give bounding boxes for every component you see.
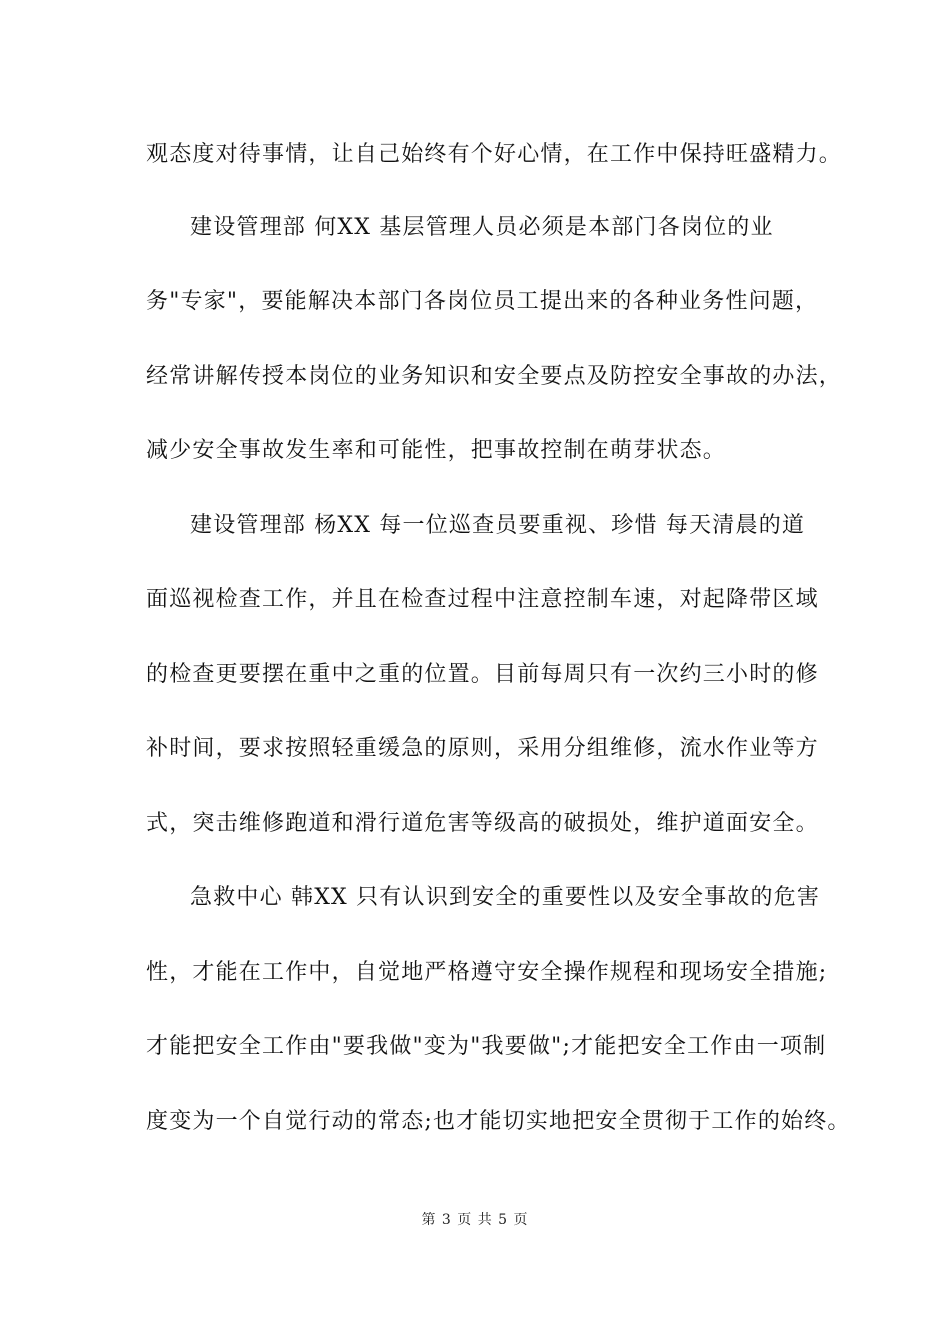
text-line: 减少安全事故发生率和可能性，把事故控制在萌芽状态。 [146, 438, 727, 463]
paragraph-start-line: 急救中心 韩XX 只有认识到安全的重要性以及安全事故的危害 [190, 885, 821, 910]
text-line: 性，才能在工作中，自觉地严格遵守安全操作规程和现场安全措施; [146, 960, 828, 985]
text-line: 度变为一个自觉行动的常态;也才能切实地把安全贯彻于工作的始终。 [146, 1109, 851, 1134]
page-number-footer: 第 3 页 共 5 页 [421, 1212, 529, 1228]
text-line: 面巡视检查工作，并且在检查过程中注意控制车速，对起降带区域 [146, 587, 819, 612]
text-line: 务"专家"，要能解决本部门各岗位员工提出来的各种业务性问题， [146, 289, 819, 314]
text-line: 的检查更要摆在重中之重的位置。目前每周只有一次约三小时的修 [146, 662, 819, 687]
text-line: 观态度对待事情，让自己始终有个好心情，在工作中保持旺盛精力。 [146, 142, 843, 167]
text-line: 补时间，要求按照轻重缓急的原则，采用分组维修，流水作业等方 [146, 736, 819, 761]
text-line: 才能把安全工作由"要我做"变为"我要做";才能把安全工作由一项制 [146, 1034, 827, 1059]
text-line: 经常讲解传授本岗位的业务知识和安全要点及防控安全事故的办法， [146, 364, 843, 389]
text-line: 式，突击维修跑道和滑行道危害等级高的破损处，维护道面安全。 [146, 811, 819, 836]
paragraph-start-line: 建设管理部 杨XX 每一位巡查员要重视、珍惜 每天清晨的道 [190, 513, 806, 538]
paragraph-start-line: 建设管理部 何XX 基层管理人员必须是本部门各岗位的业 [190, 215, 774, 240]
